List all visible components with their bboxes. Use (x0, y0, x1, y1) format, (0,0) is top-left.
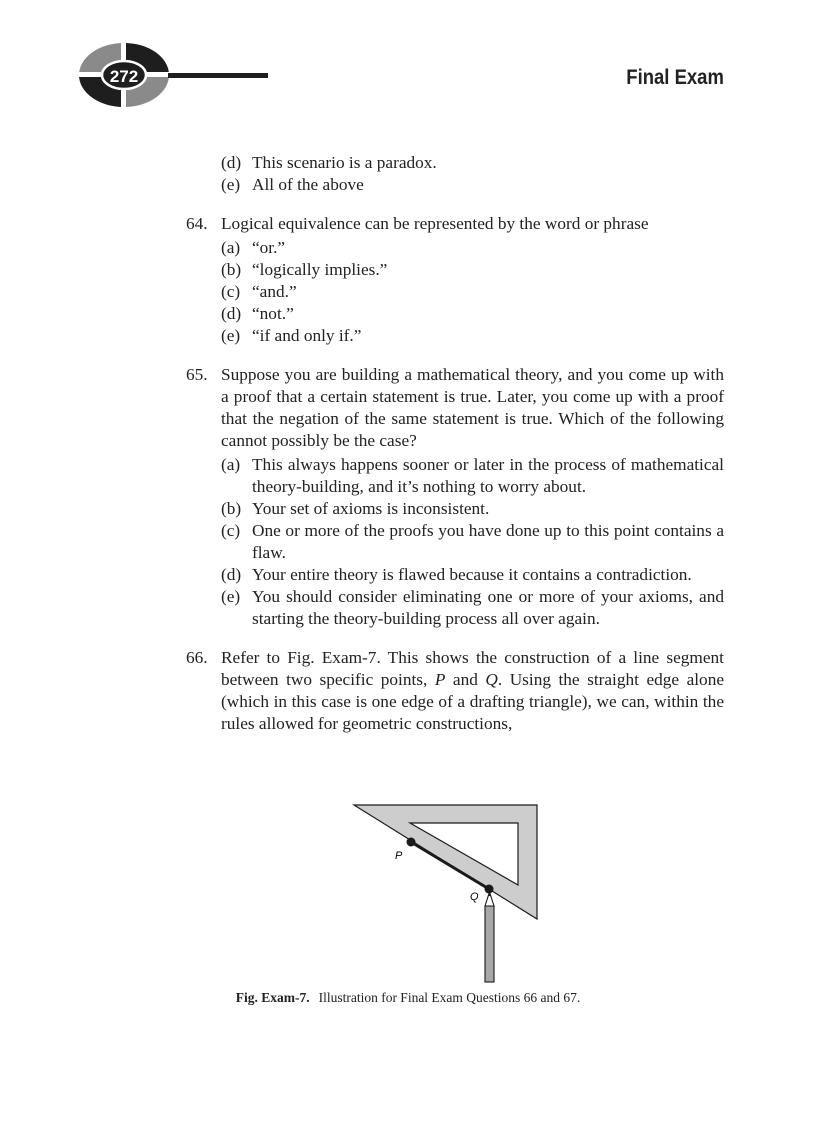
option: (e) You should consider eliminating one or more of your axioms, and starting the theory-building process all over again. (221, 587, 724, 628)
question-text: Suppose you are building a mathematical theory, and you come up with a proof that a certain statement is true. Later, you come up with a proof that the negation of the same statement is true. Which of the following cannot possibly be the case? (221, 365, 724, 450)
exam-content (186, 152, 724, 737)
page-number: 272 (109, 67, 139, 86)
question-65 (186, 364, 724, 630)
caption-text: Illustration for Final Exam Questions 66 and 67. (318, 990, 581, 1005)
option: (a) This always happens sooner or later in the process of mathematical theory-building, and it’s nothing to worry about. (221, 455, 724, 496)
question-text: Logical equivalence can be represented by the word or phrase (221, 214, 649, 233)
caption-label: Fig. Exam-7. (235, 990, 310, 1005)
figure-caption (0, 990, 816, 1006)
option: (d) This scenario is a paradox. (221, 153, 437, 172)
question-number: 65. (186, 365, 208, 384)
question-number: 64. (186, 214, 208, 233)
question-number: 66. (186, 648, 208, 667)
option: (a) “or.” (221, 238, 286, 257)
option: (b) “logically implies.” (221, 260, 388, 279)
label-q: Q (470, 891, 479, 903)
option: (d) “not.” (221, 304, 294, 323)
question-66 (186, 647, 724, 737)
section-title: Final Exam (626, 66, 724, 89)
page-number-badge (78, 42, 270, 113)
option: (b) Your set of axioms is inconsistent. (221, 499, 490, 518)
point-p (407, 838, 416, 847)
figure-exam-7 (340, 802, 550, 992)
pencil-icon (485, 892, 494, 982)
question-text: Refer to Fig. Exam-7. This shows the construction of a line segment between two specific points, P and Q. Using the straight edge alone (which in this case is one edge of a drafting triangle), we can, within the rules allowed for geometric constructions, (221, 648, 724, 733)
continued-options (186, 152, 724, 196)
option: (c) One or more of the proofs you have done up to this point contains a flaw. (221, 521, 724, 562)
label-p: P (395, 850, 403, 862)
option: (e) “if and only if.” (221, 326, 362, 345)
option: (e) All of the above (221, 175, 364, 194)
option: (c) “and.” (221, 282, 297, 301)
question-64 (186, 213, 724, 347)
option: (d) Your entire theory is flawed because it contains a contradiction. (221, 565, 692, 584)
